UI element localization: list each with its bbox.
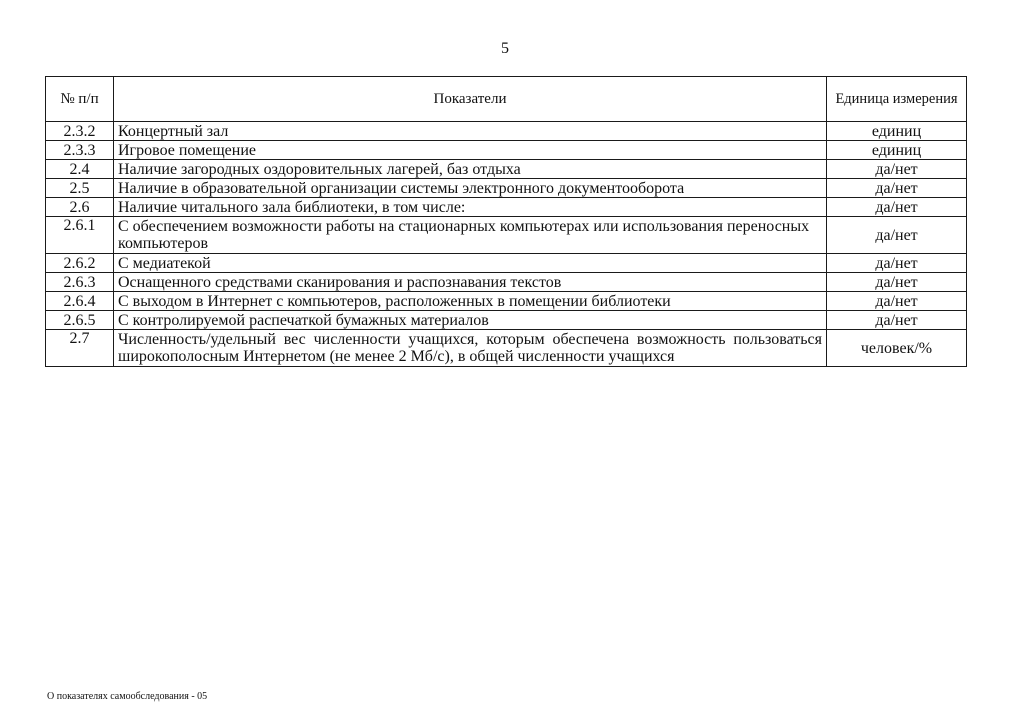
- table-row: [46, 254, 967, 273]
- table-header-row: [46, 77, 967, 122]
- table-row: [46, 198, 967, 217]
- row-unit: да/нет: [827, 292, 967, 311]
- row-unit: да/нет: [827, 254, 967, 273]
- indicators-table: [45, 76, 967, 367]
- row-unit: да/нет: [827, 217, 967, 254]
- row-number: 2.6.4: [46, 292, 114, 311]
- row-indicator: Игровое помещение: [114, 141, 827, 160]
- row-number: 2.6: [46, 198, 114, 217]
- header-number: № п/п: [46, 77, 114, 122]
- row-unit: да/нет: [827, 311, 967, 330]
- row-indicator: Наличие в образовательной организации системы электронного документооборота: [114, 179, 827, 198]
- header-unit: Единица измерения: [827, 77, 967, 122]
- row-indicator: С обеспечением возможности работы на стационарных компьютерах или использования переносных компьютеров: [114, 217, 827, 254]
- table-row: [46, 311, 967, 330]
- row-unit: да/нет: [827, 179, 967, 198]
- row-indicator: С выходом в Интернет с компьютеров, расположенных в помещении библиотеки: [114, 292, 827, 311]
- row-indicator: С медиатекой: [114, 254, 827, 273]
- table-row: [46, 273, 967, 292]
- row-number: 2.6.3: [46, 273, 114, 292]
- row-indicator: Концертный зал: [114, 122, 827, 141]
- header-indicators: Показатели: [114, 77, 827, 122]
- row-unit: да/нет: [827, 160, 967, 179]
- table-row: [46, 179, 967, 198]
- row-unit: человек/%: [827, 330, 967, 367]
- table-row: [46, 330, 967, 367]
- row-unit: да/нет: [827, 273, 967, 292]
- row-number: 2.4: [46, 160, 114, 179]
- row-number: 2.3.2: [46, 122, 114, 141]
- row-unit: единиц: [827, 122, 967, 141]
- row-indicator: С контролируемой распечаткой бумажных материалов: [114, 311, 827, 330]
- document-footer: О показателях самообследования - 05: [47, 691, 208, 702]
- table-row: [46, 141, 967, 160]
- page-number: 5: [501, 40, 509, 57]
- row-number: 2.6.5: [46, 311, 114, 330]
- table-row: [46, 217, 967, 254]
- row-indicator: Оснащенного средствами сканирования и распознавания текстов: [114, 273, 827, 292]
- row-unit: единиц: [827, 141, 967, 160]
- row-number: 2.7: [46, 330, 114, 367]
- row-number: 2.6.2: [46, 254, 114, 273]
- row-number: 2.6.1: [46, 217, 114, 254]
- row-indicator: Наличие читального зала библиотеки, в том числе:: [114, 198, 827, 217]
- row-unit: да/нет: [827, 198, 967, 217]
- table-row: [46, 160, 967, 179]
- row-indicator: Наличие загородных оздоровительных лагерей, баз отдыха: [114, 160, 827, 179]
- row-number: 2.5: [46, 179, 114, 198]
- row-indicator: Численность/удельный вес численности учащихся, которым обеспечена возможность пользоваться широкополосным Интернетом (не менее 2 Мб/с), в общей численности учащихся: [114, 330, 827, 367]
- table-row: [46, 292, 967, 311]
- table-row: [46, 122, 967, 141]
- row-number: 2.3.3: [46, 141, 114, 160]
